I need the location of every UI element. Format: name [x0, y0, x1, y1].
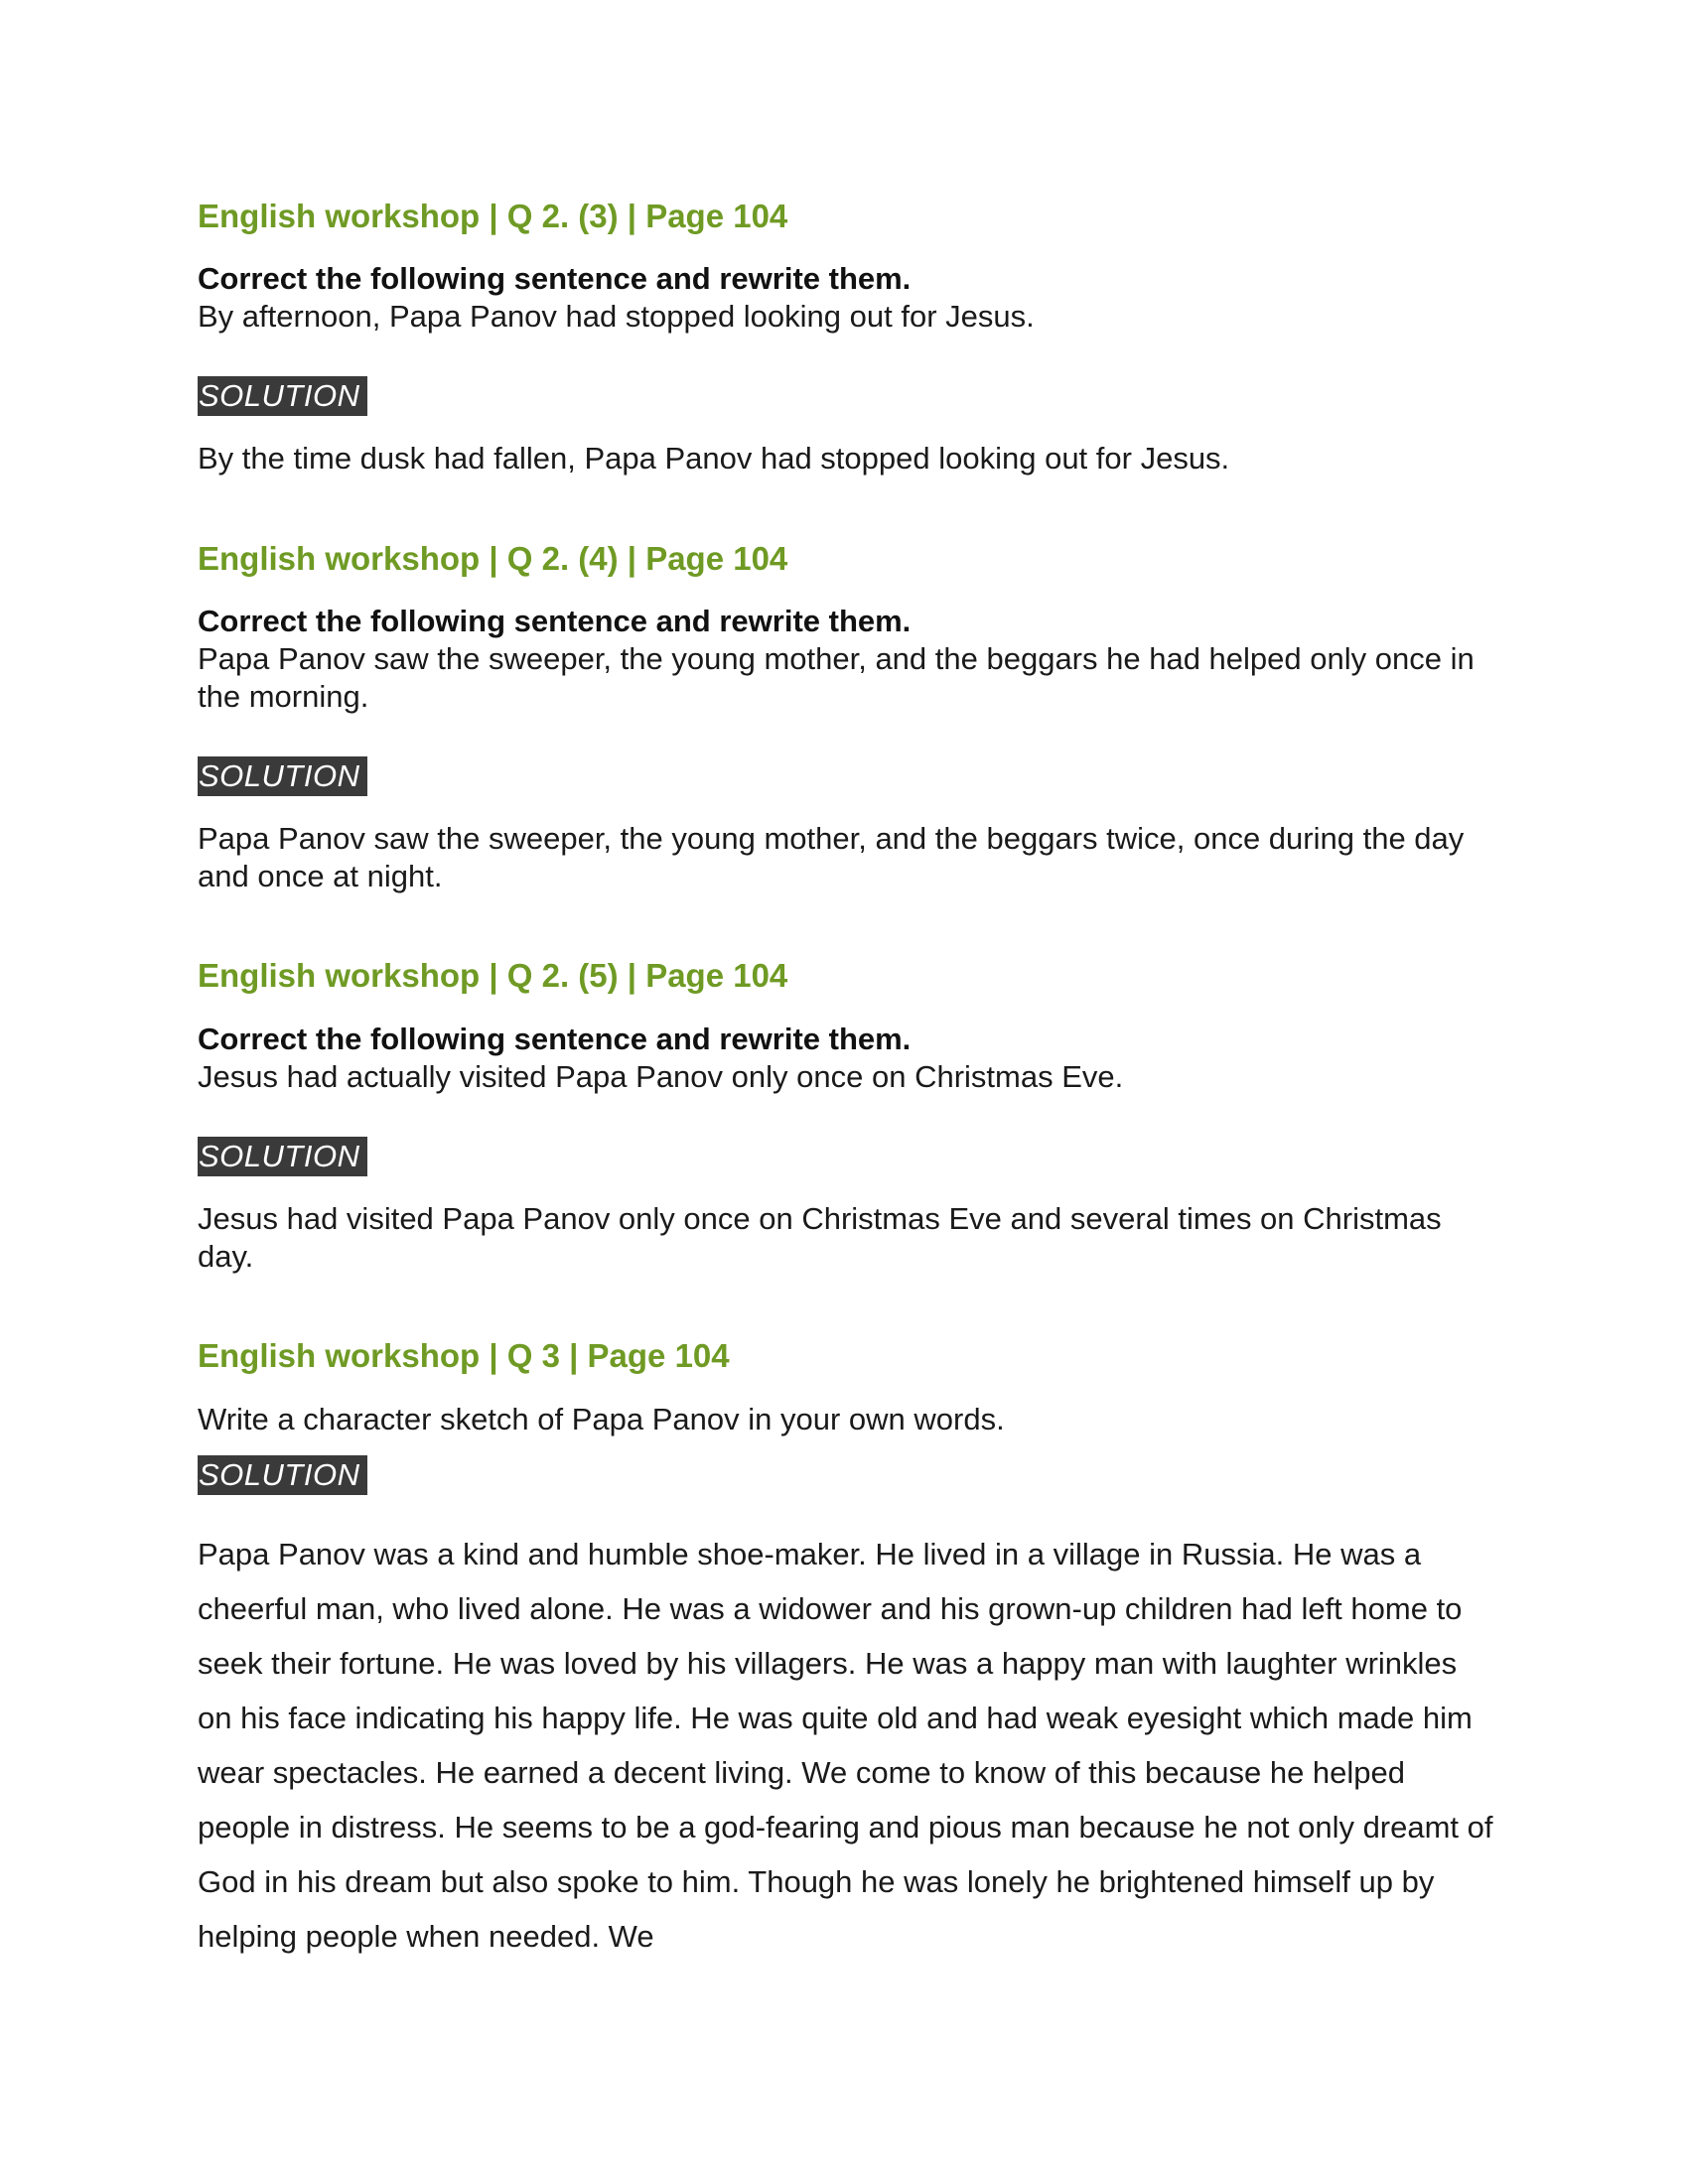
question-block: [198, 603, 1498, 716]
instruction-text: Correct the following sentence and rewrite them.: [198, 1022, 912, 1056]
section-heading: English workshop | Q 2. (5) | Page 104: [198, 957, 788, 994]
question-text: By afternoon, Papa Panov had stopped looking out for Jesus.: [198, 299, 1035, 334]
section-heading: English workshop | Q 2. (4) | Page 104: [198, 540, 788, 577]
answer-text: Jesus had visited Papa Panov only once on Christmas Eve and several times on Christmas day.: [198, 1201, 1442, 1274]
question-text: Papa Panov saw the sweeper, the young mother, and the beggars he had helped only once in the morning.: [198, 641, 1475, 714]
instruction-text: Correct the following sentence and rewrite them.: [198, 261, 912, 296]
question-text: Write a character sketch of Papa Panov in your own words.: [198, 1402, 1005, 1436]
question-block: [198, 1021, 1498, 1096]
question-text: Jesus had actually visited Papa Panov only once on Christmas Eve.: [198, 1059, 1124, 1094]
character-sketch-answer: Papa Panov was a kind and humble shoe-maker. He lived in a village in Russia. He was a cheerful man, who lived alone. He was a widower and his grown-up children had left home to seek their fortune. He was loved by his villagers. He was a happy man with laughter wrinkles on his face indicating his happy life. He was quite old and had weak eyesight which made him wear spectacles. He earned a decent living. We come to know of this because he helped people in distress. He seems to be a god-fearing and pious man because he not only dreamt of God in his dream but also spoke to him. Though he was lonely he brightened himself up by helping people when needed. We: [198, 1537, 1493, 1954]
solution-label: SOLUTION: [198, 1137, 367, 1176]
question-block: [198, 260, 1498, 336]
answer-text: By the time dusk had fallen, Papa Panov had stopped looking out for Jesus.: [198, 441, 1230, 476]
answer-text: Papa Panov saw the sweeper, the young mother, and the beggars twice, once during the day and once at night.: [198, 821, 1465, 893]
solution-label: SOLUTION: [198, 1455, 367, 1495]
solution-label: SOLUTION: [198, 756, 367, 796]
section-heading: English workshop | Q 2. (3) | Page 104: [198, 198, 788, 234]
section-heading: English workshop | Q 3 | Page 104: [198, 1337, 730, 1374]
solution-label: SOLUTION: [198, 376, 367, 416]
instruction-text: Correct the following sentence and rewrite them.: [198, 604, 912, 638]
